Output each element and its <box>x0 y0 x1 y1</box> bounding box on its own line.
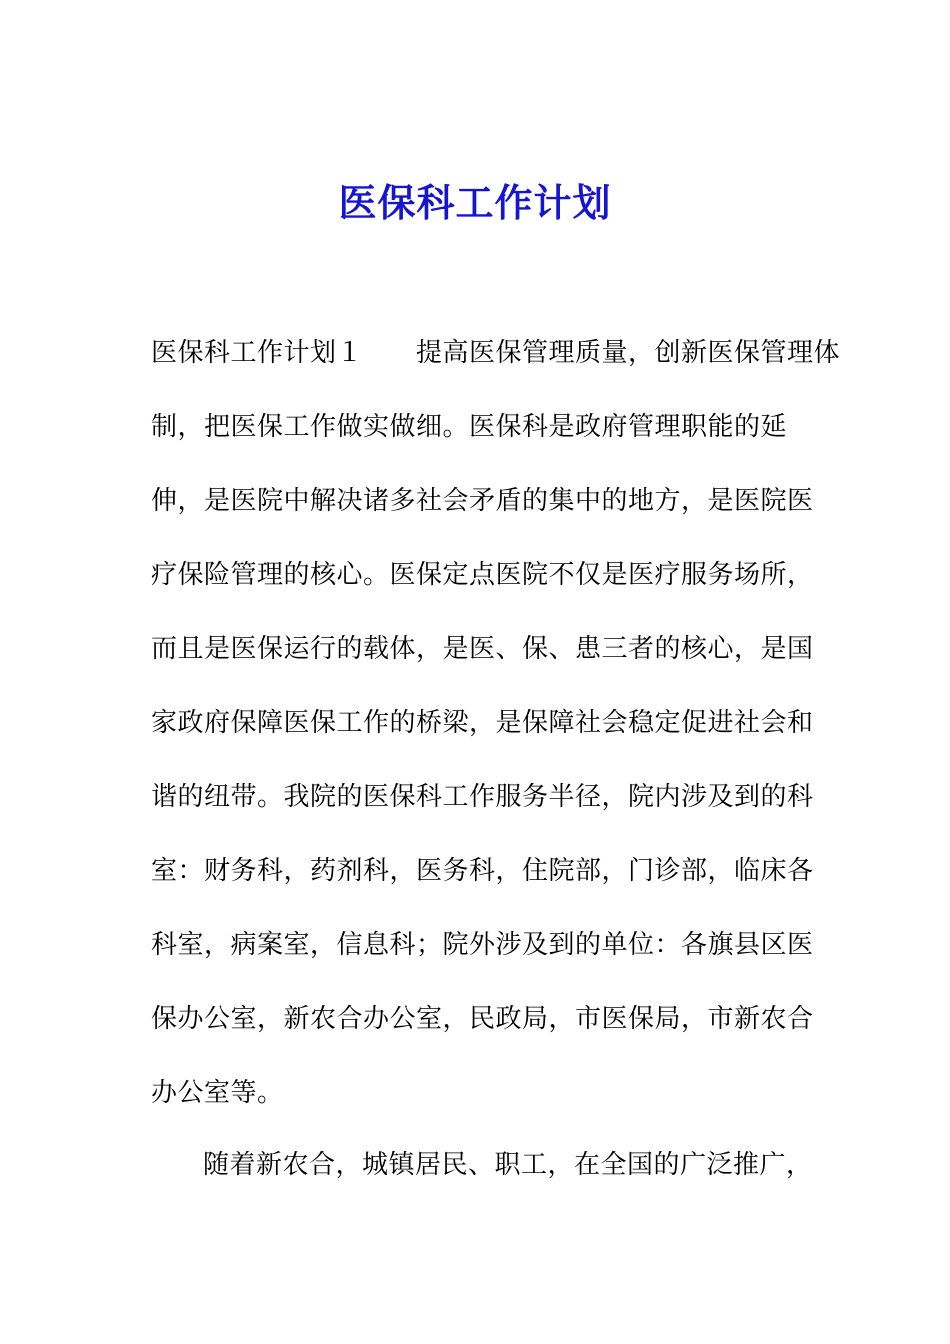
paragraph-2-first-line: 随着新农合，城镇居民、职工，在全国的广泛推广， <box>203 1150 813 1180</box>
paragraph-line: 伸，是医院中解决诸多社会矛盾的集中的地方，是医院医 <box>151 486 814 516</box>
paragraph-line: 室：财务科，药剂科，医务科，住院部，门诊部，临床各 <box>151 856 814 886</box>
paragraph-line: 而且是医保运行的载体，是医、保、患三者的核心，是国 <box>151 634 814 664</box>
paragraph-line: 科室，病案室，信息科；院外涉及到的单位：各旗县区医 <box>151 930 814 960</box>
paragraph-line: 疗保险管理的核心。医保定点医院不仅是医疗服务场所， <box>151 560 814 590</box>
document-body <box>151 328 841 1214</box>
document-title: 医保科工作计划 <box>338 180 612 225</box>
paragraph-line: 家政府保障医保工作的桥梁，是保障社会稳定促进社会和 <box>151 708 814 738</box>
paragraph-line: 医保科工作计划１ 提高医保管理质量，创新医保管理体 <box>151 338 841 368</box>
paragraph-line: 谐的纽带。我院的医保科工作服务半径，院内涉及到的科 <box>151 782 814 812</box>
paragraph-line: 办公室等。 <box>151 1078 284 1108</box>
paragraph-line: 保办公室，新农合办公室，民政局，市医保局，市新农合 <box>151 1004 814 1034</box>
paragraph-line: 制，把医保工作做实做细。医保科是政府管理职能的延 <box>151 412 788 442</box>
